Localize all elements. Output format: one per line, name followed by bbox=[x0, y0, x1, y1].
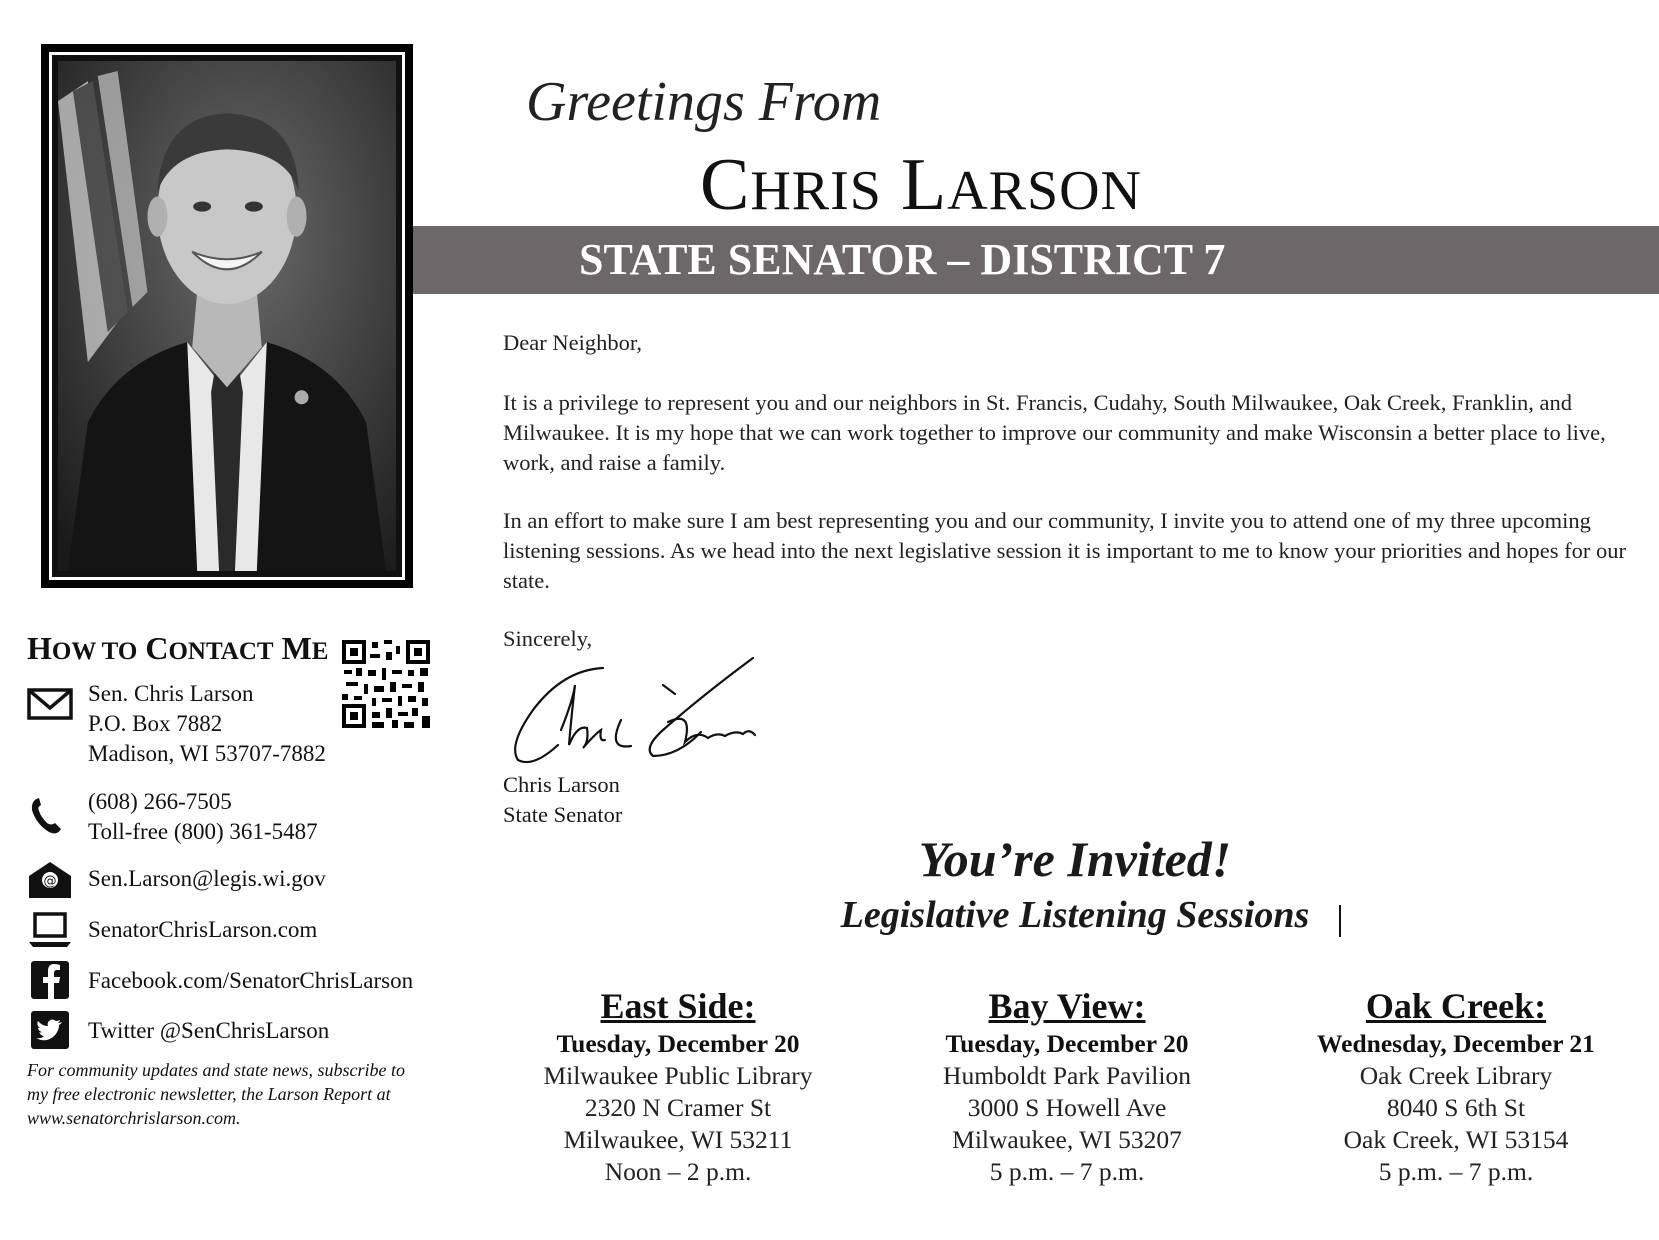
senator-name-heading bbox=[700, 143, 1142, 228]
session-venue: Humboldt Park Pavilion bbox=[943, 1061, 1191, 1090]
phone-icon bbox=[27, 796, 73, 836]
session-street: 2320 N Cramer St bbox=[584, 1093, 772, 1122]
facebook-icon bbox=[27, 960, 73, 1000]
contact-heading-part: E bbox=[311, 638, 329, 665]
envelope-icon bbox=[27, 684, 73, 724]
session-time: 5 p.m. – 7 p.m. bbox=[989, 1157, 1145, 1186]
name-first-rest: HRIS bbox=[750, 160, 882, 222]
session-time: Noon – 2 p.m. bbox=[604, 1157, 752, 1186]
session-street: 3000 S Howell Ave bbox=[967, 1093, 1167, 1122]
session-east-side bbox=[483, 984, 873, 1188]
title-banner bbox=[413, 226, 1659, 294]
svg-text:@: @ bbox=[43, 874, 57, 889]
session-bay-view bbox=[872, 984, 1262, 1188]
twitter-handle[interactable]: Twitter @SenChrisLarson bbox=[88, 1018, 330, 1043]
letter-salutation: Dear Neighbor, bbox=[503, 330, 643, 355]
qr-code bbox=[342, 640, 430, 728]
portrait-photo-frame bbox=[41, 44, 413, 588]
phone-numbers bbox=[88, 787, 318, 847]
name-first-initial: C bbox=[700, 144, 751, 226]
mailing-address bbox=[88, 679, 326, 769]
contact-heading-part: ONTACT bbox=[168, 638, 274, 665]
signer-name: Chris Larson bbox=[503, 772, 620, 797]
session-city: Milwaukee, WI 53207 bbox=[952, 1125, 1182, 1154]
contact-heading-part: OW TO bbox=[51, 638, 138, 665]
website-link[interactable]: SenatorChrisLarson.com bbox=[88, 917, 318, 942]
signer-title: State Senator bbox=[503, 802, 623, 827]
tollfree-number: Toll-free (800) 361-5487 bbox=[88, 819, 318, 844]
twitter-icon bbox=[27, 1010, 73, 1050]
portrait-photo-border bbox=[49, 52, 405, 580]
session-venue: Milwaukee Public Library bbox=[543, 1061, 813, 1090]
contact-heading-part: M bbox=[281, 630, 312, 666]
laptop-icon bbox=[27, 910, 73, 950]
session-street: 8040 S 6th St bbox=[1386, 1093, 1526, 1122]
newsletter-note: For community updates and state news, subscribe to my free electronic newsletter, the Larson Report at www.senatorchrislarson.com. bbox=[27, 1060, 405, 1128]
mail-line: Madison, WI 53707-7882 bbox=[88, 741, 326, 766]
session-date: Tuesday, December 20 bbox=[945, 1029, 1189, 1058]
session-time: 5 p.m. – 7 p.m. bbox=[1378, 1157, 1534, 1186]
facebook-link[interactable]: Facebook.com/SenatorChrisLarson bbox=[88, 968, 414, 993]
session-oak-creek bbox=[1261, 984, 1651, 1188]
handwritten-signature bbox=[503, 650, 763, 772]
mail-line: P.O. Box 7882 bbox=[88, 711, 223, 736]
invitation-title: You’re Invited! bbox=[918, 831, 1232, 887]
invitation-subtitle: Legislative Listening Sessions bbox=[840, 894, 1310, 936]
session-city: Oak Creek, WI 53154 bbox=[1343, 1125, 1569, 1154]
session-name: Bay View: bbox=[988, 986, 1146, 1026]
session-city: Milwaukee, WI 53211 bbox=[563, 1125, 793, 1154]
contact-heading-part: C bbox=[145, 630, 169, 666]
contact-heading-part: H bbox=[27, 630, 52, 666]
letter-paragraph-2: In an effort to make sure I am best representing you and our community, I invite you to attend one of my three upcoming listening sessions. As we head into the next legislative session it is important to me to know your priorities and hopes for our state. bbox=[503, 508, 1626, 593]
session-date: Wednesday, December 21 bbox=[1317, 1029, 1595, 1058]
email-icon bbox=[27, 860, 73, 900]
session-name: Oak Creek: bbox=[1365, 986, 1547, 1026]
session-date: Tuesday, December 20 bbox=[556, 1029, 800, 1058]
name-last-rest: ARSON bbox=[947, 160, 1142, 222]
name-last-initial: L bbox=[900, 144, 948, 226]
email-address[interactable]: Sen.Larson@legis.wi.gov bbox=[88, 866, 326, 891]
title-banner-text: STATE SENATOR – DISTRICT 7 bbox=[579, 235, 1226, 284]
session-venue: Oak Creek Library bbox=[1359, 1061, 1553, 1090]
letter-paragraph-1: It is a privilege to represent you and our neighbors in St. Francis, Cudahy, South Milwaukee, Oak Creek, Franklin, and Milwaukee. It is my hope that we can work together to improve our community and make Wisconsin a better place to live, work, and raise a family. bbox=[503, 390, 1606, 475]
contact-heading bbox=[27, 630, 328, 667]
text-cursor bbox=[1339, 905, 1341, 937]
phone-number: (608) 266-7505 bbox=[88, 789, 232, 814]
session-name: East Side: bbox=[600, 986, 756, 1026]
senator-portrait-photo bbox=[58, 61, 396, 571]
letter-closing: Sincerely, bbox=[503, 626, 593, 651]
mail-line: Sen. Chris Larson bbox=[88, 681, 254, 706]
greeting-heading: Greetings From bbox=[526, 71, 882, 133]
